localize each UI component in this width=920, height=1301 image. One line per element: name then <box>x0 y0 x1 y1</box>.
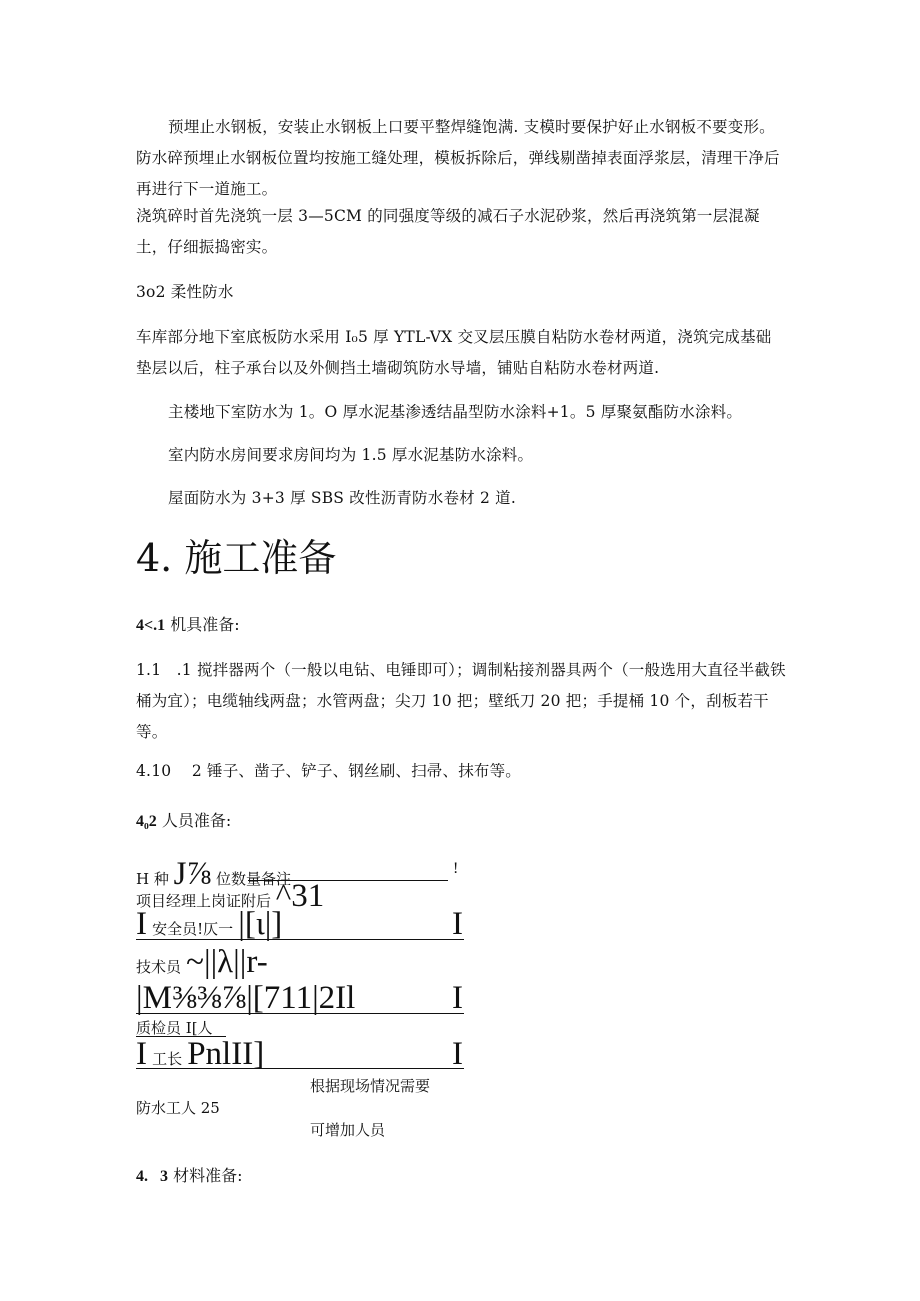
table-cell: 技术员 <box>136 958 182 976</box>
paragraph-garage-waterproofing: 车库部分地下室底板防水采用 I₀5 厚 YTL-VX 交叉层压膜自粘防水卷材两道，浇筑完成基础垫层以后，柱子承台以及外侧挡土墙砌筑防水导墙，铺贴自粘防水卷材两道. <box>136 328 772 377</box>
subsection-4-1-heading <box>136 610 240 641</box>
table-cell: ^31 <box>275 878 325 914</box>
table-border-mark: I <box>452 1036 463 1072</box>
table-cell: |[ι|] <box>238 906 283 942</box>
table-row <box>136 980 355 1016</box>
subsection-label: 机具准备: <box>170 615 240 634</box>
paragraph-main-building: 主楼地下室防水为 1。O 厚水泥基渗透结晶型防水涂料+1。5 厚聚氨酯防水涂料。 <box>168 403 743 421</box>
table-cell: 项目经理上岗证附后 <box>136 892 272 910</box>
subsection-number: 4<.1 <box>136 617 166 634</box>
subheading-flexible-waterproofing: 3o2 柔性防水 <box>136 283 234 301</box>
table-cell: 位数量备注 <box>216 870 292 888</box>
table-row <box>136 1036 264 1072</box>
paragraph-waterstop: 预埋止水钢板，安装止水钢板上口要平整焊缝饱满. 支模时要保护好止水钢板不要变形。防水碎预埋止水钢板位置均按施工缝处理，模板拆除后，弹线剔凿掉表面浮浆层，清理干净后再进行下一道施工。 <box>136 118 780 198</box>
table-rule <box>136 939 464 940</box>
table-cell: 工长 <box>152 1050 183 1068</box>
table-cell: 安全员!仄一 <box>152 920 234 938</box>
tool-list-item-2: 4.10 2 锤子、凿子、铲子、钢丝刷、扫帚、抹布等。 <box>136 762 522 780</box>
table-note: 可增加人员 <box>310 1121 386 1139</box>
subsection-label: 人员准备: <box>161 811 232 830</box>
subsection-number: 4₀2 <box>136 813 157 830</box>
tool-list-item-1: 1.1 .1 搅拌器两个（一般以电钻、电锤即可）；调制粘接剂器具两个（一般选用大直径半截铁桶为宜）；电缆轴线两盘；水管两盘；尖刀 10 把；壁纸刀 20 把；手提桶 10 个，刮板若干等。 <box>136 661 786 741</box>
subsection-number: 4. 3 <box>136 1168 168 1185</box>
table-border-mark: I <box>452 906 463 942</box>
table-cell: |M⅜⅜⅞|[711|2Il <box>136 980 356 1016</box>
paragraph-indoor-rooms: 室内防水房间要求房间均为 1.5 厚水泥基防水涂料。 <box>168 446 534 464</box>
table-cell: H 种 <box>136 870 169 888</box>
subsection-4-2-heading <box>136 806 231 837</box>
table-cell: PnlII] <box>187 1036 265 1072</box>
table-rule <box>136 1013 464 1014</box>
section-title: 4. 施工准备 <box>136 536 337 580</box>
table-cell: 质检员 I[人 <box>136 1019 213 1037</box>
table-row: 防水工人 25 <box>136 1099 220 1117</box>
table-note: 根据现场情况需要 <box>310 1077 431 1095</box>
table-cell: ~||λ||r- <box>186 944 268 980</box>
table-row <box>136 906 282 942</box>
table-cell: I <box>136 1036 147 1072</box>
paragraph-pouring: 浇筑碎时首先浇筑一层 3—5CM 的同强度等级的减石子水泥砂浆，然后再浇筑第一层混凝土，仔细振捣密实。 <box>136 207 760 256</box>
table-cell: J⅞ <box>173 856 212 892</box>
table-border-mark: ! <box>453 860 459 877</box>
table-rule <box>136 1068 464 1069</box>
subsection-label: 材料准备: <box>173 1166 243 1185</box>
table-row <box>136 944 268 980</box>
table-row <box>136 1017 213 1038</box>
table-cell: I <box>136 906 147 942</box>
table-border-mark: I <box>452 980 463 1016</box>
subsection-4-3-heading <box>136 1161 243 1192</box>
paragraph-roof: 屋面防水为 3+3 厚 SBS 改性沥青防水卷材 2 道. <box>168 489 516 507</box>
